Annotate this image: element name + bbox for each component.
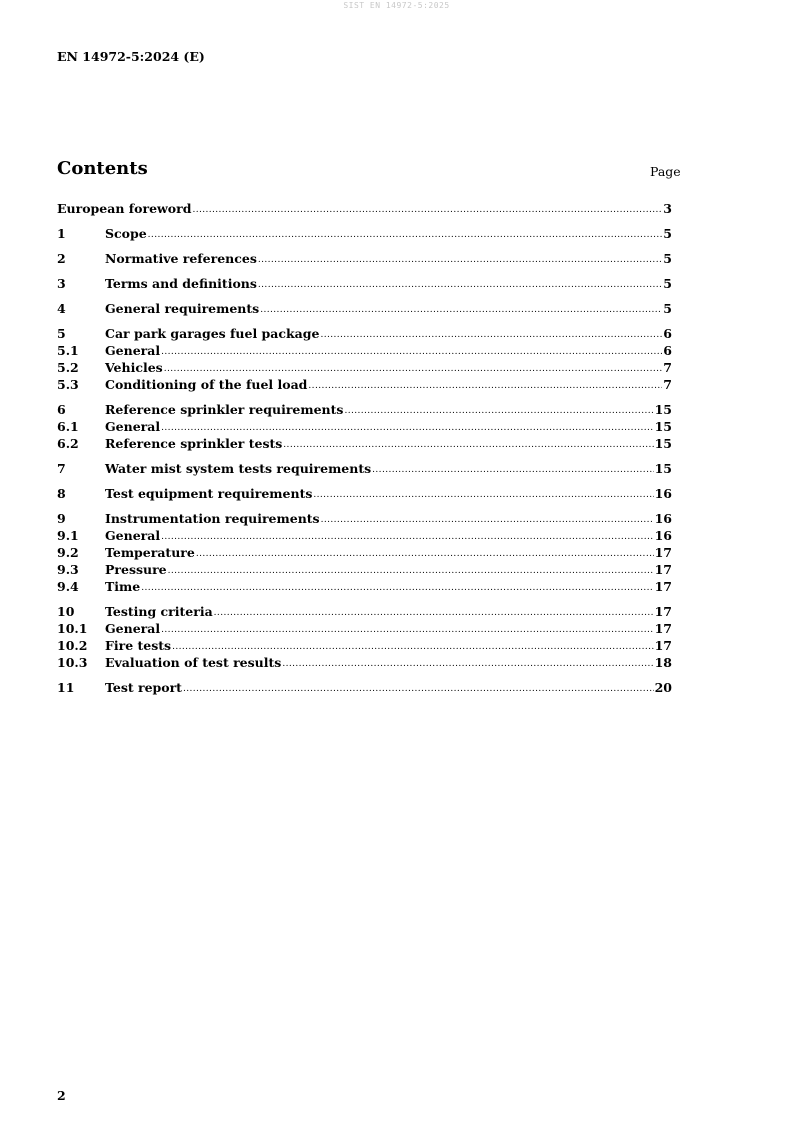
- toc-entry-5[interactable]: [57, 325, 672, 342]
- contents-title: Contents: [57, 158, 148, 179]
- toc-entry-title: General requirements: [105, 301, 260, 316]
- toc-entry-9-4[interactable]: [57, 578, 672, 595]
- toc-entry-page: 5: [663, 251, 672, 266]
- toc-entry-number: 4: [57, 301, 66, 316]
- toc-entry-title: Instrumentation requirements: [105, 511, 320, 526]
- dot-leader: [258, 249, 662, 269]
- toc-entry-6-1[interactable]: [57, 418, 672, 435]
- toc-entry-10-2[interactable]: [57, 637, 672, 654]
- toc-entry-page: 5: [663, 301, 672, 316]
- toc-entry-page: 15: [654, 436, 672, 451]
- toc-entry-title: Terms and definitions: [105, 276, 257, 291]
- toc-entry-page: 17: [654, 638, 672, 653]
- toc-entry-page: 17: [654, 562, 672, 577]
- toc-entry-number: 9.3: [57, 562, 79, 577]
- toc-entry-title: Test equipment requirements: [105, 486, 313, 501]
- dot-leader: [141, 577, 653, 597]
- toc-entry-page: 16: [654, 486, 672, 501]
- toc-entry-5-1[interactable]: [57, 342, 672, 359]
- dot-leader: [260, 299, 662, 319]
- dot-leader: [282, 653, 653, 673]
- toc-entry-number: 9: [57, 511, 66, 526]
- toc-entry-title: General: [105, 528, 161, 543]
- toc-entry-number: 5.2: [57, 360, 79, 375]
- toc-entry-4[interactable]: [57, 300, 672, 317]
- toc-entry-8[interactable]: [57, 485, 672, 502]
- toc-entry-page: 7: [663, 360, 672, 375]
- toc-entry-number: 9.1: [57, 528, 79, 543]
- toc-entry-1[interactable]: [57, 225, 672, 242]
- toc-entry-page: 15: [654, 419, 672, 434]
- toc-entry-7[interactable]: [57, 460, 672, 477]
- toc-entry-number: 10.3: [57, 655, 88, 670]
- table-of-contents: [57, 200, 672, 696]
- toc-entry-number: 7: [57, 461, 66, 476]
- toc-entry-page: 5: [663, 226, 672, 241]
- toc-entry-page: 17: [654, 579, 672, 594]
- toc-entry-number: 6: [57, 402, 66, 417]
- document-id: EN 14972-5:2024 (E): [57, 49, 205, 64]
- toc-entry-title: Pressure: [105, 562, 167, 577]
- toc-entry-title: Temperature: [105, 545, 195, 560]
- toc-entry-page: 16: [654, 511, 672, 526]
- toc-entry-page: 20: [654, 680, 672, 695]
- toc-entry-5-2[interactable]: [57, 359, 672, 376]
- toc-entry-page: 15: [654, 402, 672, 417]
- dot-leader: [192, 199, 662, 219]
- toc-entry-6[interactable]: [57, 401, 672, 418]
- dot-leader: [283, 434, 653, 454]
- dot-leader: [308, 375, 662, 395]
- dot-leader: [183, 678, 654, 698]
- toc-entry-title: European foreword: [57, 201, 192, 216]
- toc-entry-page: 15: [654, 461, 672, 476]
- toc-entry-number: 1: [57, 226, 66, 241]
- toc-entry-page: 17: [654, 604, 672, 619]
- toc-entry-10-3[interactable]: [57, 654, 672, 671]
- toc-entry-10[interactable]: [57, 603, 672, 620]
- toc-entry-number: 10: [57, 604, 75, 619]
- toc-entry-number: 9.2: [57, 545, 79, 560]
- toc-entry-number: 3: [57, 276, 66, 291]
- toc-entry-title: Fire tests: [105, 638, 172, 653]
- toc-entry-3[interactable]: [57, 275, 672, 292]
- toc-entry-title: Conditioning of the fuel load: [105, 377, 308, 392]
- toc-entry-number: 2: [57, 251, 66, 266]
- dot-leader: [372, 459, 653, 479]
- toc-entry-title: Water mist system tests requirements: [105, 461, 372, 476]
- toc-entry-title: Test report: [105, 680, 182, 695]
- toc-entry-title: Time: [105, 579, 141, 594]
- toc-entry-number: 9.4: [57, 579, 79, 594]
- toc-entry-10-1[interactable]: [57, 620, 672, 637]
- toc-entry-page: 16: [654, 528, 672, 543]
- toc-entry-title: Normative references: [105, 251, 257, 266]
- toc-entry-number: 11: [57, 680, 75, 695]
- toc-entry-page: 18: [654, 655, 672, 670]
- toc-entry-page: 7: [663, 377, 672, 392]
- toc-entry-9-2[interactable]: [57, 544, 672, 561]
- toc-entry-9-1[interactable]: [57, 527, 672, 544]
- toc-entry-number: 5.1: [57, 343, 79, 358]
- dot-leader: [148, 224, 663, 244]
- toc-entry-page: 6: [663, 326, 672, 341]
- toc-entry-page: 6: [663, 343, 672, 358]
- toc-entry-title: Scope: [105, 226, 147, 241]
- toc-entry-9[interactable]: [57, 510, 672, 527]
- toc-entry-9-3[interactable]: [57, 561, 672, 578]
- toc-entry-6-2[interactable]: [57, 435, 672, 452]
- toc-entry-title: General: [105, 343, 161, 358]
- toc-entry-number: 10.1: [57, 621, 88, 636]
- toc-entry-foreword[interactable]: [57, 200, 672, 217]
- toc-entry-page: 17: [654, 621, 672, 636]
- dot-leader: [313, 484, 653, 504]
- toc-entry-number: 5.3: [57, 377, 79, 392]
- toc-entry-title: Reference sprinkler tests: [105, 436, 283, 451]
- page-column-label: Page: [650, 164, 681, 179]
- toc-entry-title: Evaluation of test results: [105, 655, 282, 670]
- toc-entry-title: Testing criteria: [105, 604, 213, 619]
- toc-entry-number: 8: [57, 486, 66, 501]
- toc-entry-2[interactable]: [57, 250, 672, 267]
- toc-entry-number: 6.2: [57, 436, 79, 451]
- toc-entry-title: Reference sprinkler requirements: [105, 402, 344, 417]
- watermark: SIST EN 14972-5:2025: [343, 1, 450, 10]
- toc-entry-page: 3: [663, 201, 672, 216]
- toc-entry-title: General: [105, 419, 161, 434]
- toc-entry-number: 5: [57, 326, 66, 341]
- dot-leader: [258, 274, 662, 294]
- toc-entry-title: Car park garages fuel package: [105, 326, 320, 341]
- toc-entry-number: 10.2: [57, 638, 88, 653]
- toc-entry-page: 5: [663, 276, 672, 291]
- toc-entry-number: 6.1: [57, 419, 79, 434]
- toc-entry-5-3[interactable]: [57, 376, 672, 393]
- toc-entry-11[interactable]: [57, 679, 672, 696]
- footer-page-number: 2: [57, 1088, 66, 1103]
- toc-entry-title: Vehicles: [105, 360, 163, 375]
- toc-entry-title: General: [105, 621, 161, 636]
- toc-entry-page: 17: [654, 545, 672, 560]
